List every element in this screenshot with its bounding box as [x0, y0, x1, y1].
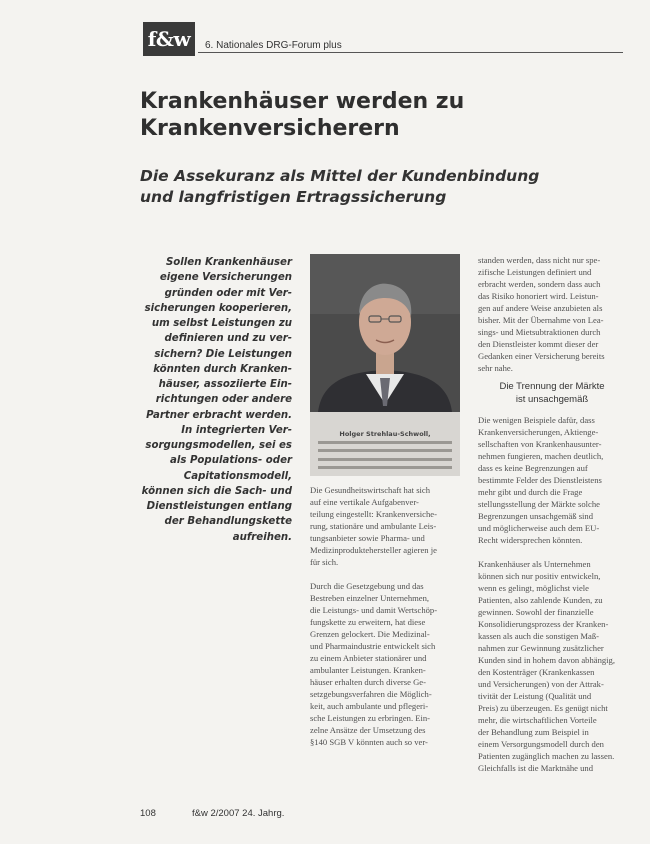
text-line: Konsolidierungsprozess der Kranken-	[478, 619, 609, 629]
text-line: Die wenigen Beispiele dafür, dass	[478, 415, 595, 425]
text-line: setzgebungsverfahren die Möglich-	[310, 689, 432, 699]
text-line: und Pharmaindustrie entwickelt sich	[310, 641, 436, 651]
page-footer	[140, 808, 285, 819]
body-column-middle	[310, 484, 462, 748]
text-line: standen werden, dass nicht nur spe-	[478, 255, 601, 265]
text-line: und möglicherweise auch dem EU-	[478, 523, 600, 533]
caption-illegible-line	[318, 458, 452, 461]
text-line: rung, stationäre und ambulante Leis-	[310, 521, 437, 531]
header-rule	[198, 52, 623, 53]
page-number: 108	[140, 808, 156, 819]
caption-illegible-line	[318, 441, 452, 444]
text-line: könnten durch Kranken-	[153, 363, 292, 375]
text-line: Grenzen gelockert. Die Medizinal-	[310, 629, 430, 639]
text-line: um selbst Leistungen zu	[151, 318, 292, 329]
publication-source: f&w 2/2007 24. Jahrg.	[192, 808, 285, 819]
text-line: sichern? Die Leistungen	[154, 348, 292, 360]
text-line: sche Leistungen zu erbringen. Ein-	[310, 713, 431, 723]
text-line: kassen als auch die sonstigen Maß-	[478, 631, 600, 641]
text-line: Gleichfalls ist die Marktnähe und	[478, 763, 594, 773]
text-line: können sich die Sach- und	[141, 485, 292, 497]
text-line: Die Gesundheitswirtschaft hat sich	[310, 485, 431, 495]
text-line: die Leistungs- und damit Wertschöp-	[310, 605, 438, 615]
text-line: fungskette zu erweitern, hat diese	[310, 617, 426, 627]
text-line: In integrierten Ver-	[181, 424, 292, 436]
text-line: Dienstleistungen entlang	[146, 501, 292, 512]
text-line: keit, auch ambulante und pflegeri-	[310, 701, 429, 711]
caption-illegible-line	[318, 449, 452, 452]
text-line: das Risiko honoriert wird. Leistun-	[478, 291, 599, 301]
text-line: für sich.	[310, 557, 339, 567]
text-line: können sich nur positiv entwickeln,	[478, 571, 601, 581]
text-line: und Versicherungen) von der Attrak-	[478, 679, 604, 689]
text-line: gründen oder mit Ver-	[164, 287, 292, 299]
text-line: sorgungsmodellen, sei es	[145, 440, 292, 451]
section-heading	[478, 380, 626, 406]
body-column-right	[478, 254, 626, 774]
text-line: definieren und zu ver-	[164, 333, 292, 345]
text-line: tivität der Leistung (Qualität und	[478, 691, 592, 701]
text-line: Bestreben einzelner Unternehmen,	[310, 593, 430, 603]
text-line: Gedanken einer Versicherung bereits	[478, 351, 605, 361]
subtitle-line: und langfristigen Ertragssicherung	[140, 188, 447, 206]
text-line: häuser erhalten durch diverse Ge-	[310, 677, 426, 687]
title-line: Krankenhäuser werden zu	[140, 89, 465, 114]
text-line: zelne Ansätze der Umsetzung des	[310, 725, 426, 735]
text-line: zifische Leistungen definiert und	[478, 267, 592, 277]
text-line: mehr, die wirtschaftlichen Vorteile	[478, 715, 597, 725]
text-line: sings- und Mietsubtraktionen durch	[478, 327, 601, 337]
text-line: teilung eingestellt: Krankenversiche-	[310, 509, 437, 519]
text-line: gen auf andere Weise anzubieten als	[478, 303, 603, 313]
text-line: Krankenhäuser als Unternehmen	[478, 559, 591, 569]
publication-logo: f&w	[143, 22, 195, 56]
text-line: eigene Versicherungen	[159, 272, 292, 284]
caption-name: Holger Strehlau-Schwoll,	[339, 430, 431, 438]
title-line: Krankenversicherern	[140, 116, 400, 141]
text-line: Partner erbracht werden.	[146, 409, 292, 421]
author-photo	[310, 254, 460, 412]
text-line: richtungen oder andere	[155, 394, 292, 406]
text-line: Capitationsmodell,	[183, 470, 292, 482]
article-subtitle	[140, 166, 580, 208]
text-line: sellschaften von Krankenhausunter-	[478, 439, 602, 449]
text-line: gewinnen. Sowohl der finanzielle	[478, 607, 594, 617]
text-line: nahmen zur Gewinnung zusätzlicher	[478, 643, 604, 653]
text-line: erbracht werden, sondern dass auch	[478, 279, 601, 289]
text-line: Sollen Krankenhäuser	[165, 257, 292, 268]
text-line: §140 SGB V könnten auch so ver-	[310, 737, 428, 747]
text-line: einem Versorgungsmodell durch den	[478, 739, 604, 749]
paragraph-gap	[310, 568, 462, 580]
photo-caption	[310, 412, 460, 476]
text-line: auf eine vertikale Aufgabenver-	[310, 497, 419, 507]
text-line: den Dienstleister kommt dieser der	[478, 339, 599, 349]
text-line: bestimmte Felder des Dienstleistens	[478, 475, 602, 485]
author-portrait-image	[310, 254, 460, 412]
text-line: häuser, assoziierte Ein-	[158, 379, 292, 390]
text-line: der Behandlungskette	[164, 516, 292, 528]
text-line: Medizinproduktehersteller agieren je	[310, 545, 437, 555]
text-line: als Populations- oder	[169, 455, 292, 467]
text-line: ambulanter Leistungen. Kranken-	[310, 665, 426, 675]
text-line: Durch die Gesetzgebung und das	[310, 581, 424, 591]
text-line: Kunden sind in hohem davon abhängig,	[478, 655, 616, 665]
right-column-bottom-text	[478, 414, 626, 774]
text-line: der Behandlung zum Beispiel in	[478, 727, 589, 737]
text-line: wenn es gelingt, möglichst viele	[478, 583, 589, 593]
text-line: stellungsstellung der Märkte solche	[478, 499, 600, 509]
right-column-top-text	[478, 254, 626, 374]
text-line: tungsanbieter sowie Pharma- und	[310, 533, 425, 543]
paragraph-gap	[478, 546, 626, 558]
text-line: sehr nahe.	[478, 363, 513, 373]
text-line: Begrenzungen unsachgemäß sind	[478, 511, 594, 521]
text-line: Recht widersprechen könnten.	[478, 535, 583, 545]
subtitle-line: Die Assekuranz als Mittel der Kundenbindung	[140, 167, 540, 185]
text-line: bisher. Mit der Übernahme von Lea-	[478, 315, 604, 325]
text-line: dass es keine Begrenzungen auf	[478, 463, 588, 473]
text-line: nehmen fungieren, machen deutlich,	[478, 451, 604, 461]
text-line: Patienten, also zahlende Kunden, zu	[478, 595, 603, 605]
section-label: 6. Nationales DRG-Forum plus	[205, 40, 342, 51]
text-line: Preis) zu überzeugen. Es genügt nicht	[478, 703, 608, 713]
section-heading-line: ist unsachgemäß	[515, 394, 589, 405]
text-line: den Kostenträger (Krankenkassen	[478, 667, 595, 677]
text-line: zu einem Anbieter stationärer und	[310, 653, 427, 663]
text-line: Krankenversicherungen, Aktienge-	[478, 427, 599, 437]
text-line: aufreihen.	[232, 531, 292, 543]
text-line: sicherungen kooperieren,	[144, 302, 292, 314]
section-heading-line: Die Trennung der Märkte	[499, 381, 605, 392]
caption-illegible-line	[318, 466, 452, 469]
intro-text	[140, 255, 292, 545]
article-title	[140, 88, 570, 142]
text-line: Patienten zugänglich machen zu lassen.	[478, 751, 615, 761]
text-line: mehr gibt und durch die Frage	[478, 487, 583, 497]
